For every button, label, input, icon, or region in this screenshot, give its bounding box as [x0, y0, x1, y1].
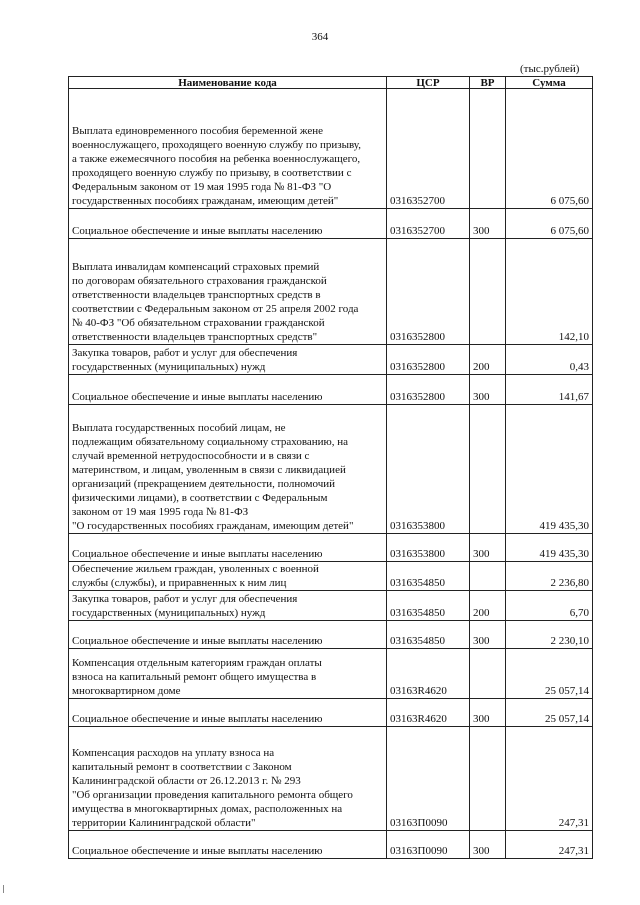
header-name: Наименование кода [69, 77, 387, 89]
table-row [69, 649, 593, 699]
row-vr [470, 649, 506, 699]
row-name: Социальное обеспечение и иные выплаты населению [69, 534, 387, 562]
table-row [69, 699, 593, 727]
scan-edge-mark [3, 885, 4, 893]
row-name: Выплата инвалидам компенсаций страховых премий по договорам обязательного страхования гражданской ответственности владельцев транспортных средств в соответствии с Федеральным законом от 25 апреля 2002 года № 40-ФЗ "Об обязательном страховании гражданской ответственности владельцев транспортных средств" [69, 239, 387, 345]
table-row [69, 591, 593, 621]
row-csr: 0316353800 [387, 405, 470, 534]
table-row [69, 534, 593, 562]
row-vr: 200 [470, 345, 506, 375]
row-csr: 0316352800 [387, 345, 470, 375]
header-sum: Сумма [506, 77, 593, 89]
row-name: Компенсация отдельным категориям граждан оплаты взноса на капитальный ремонт общего имущества в многоквартирном доме [69, 649, 387, 699]
table-row [69, 375, 593, 405]
row-sum: 25 057,14 [506, 699, 593, 727]
table-header-row [69, 77, 593, 89]
table-row [69, 621, 593, 649]
row-name: Выплата единовременного пособия беременной жене военнослужащего, проходящего военную службу по призыву, а также ежемесячного пособия на ребенка военнослужащего, проходящего военную службу по призыву, в соответствии с Федеральным законом от 19 мая 1995 года № 81-ФЗ "О государственных пособиях гражданам, имеющим детей" [69, 89, 387, 209]
row-name: Закупка товаров, работ и услуг для обеспечения государственных (муниципальных) нужд [69, 345, 387, 375]
row-vr [470, 89, 506, 209]
row-sum: 247,31 [506, 727, 593, 831]
row-sum: 6 075,60 [506, 89, 593, 209]
row-csr: 0316352800 [387, 239, 470, 345]
row-csr: 03163R4620 [387, 699, 470, 727]
row-sum: 141,67 [506, 375, 593, 405]
row-csr: 0316354850 [387, 621, 470, 649]
page-number: 364 [311, 31, 329, 43]
row-csr: 03163R4620 [387, 649, 470, 699]
row-name: Компенсация расходов на уплату взноса на капитальный ремонт в соответствии с Законом Калининградской области от 26.12.2013 г. № 293 "Об организации проведения капитального ремонта общего имущества в многоквартирных домах, расположенных на территории Калининградской области" [69, 727, 387, 831]
table-row [69, 209, 593, 239]
row-csr: 0316353800 [387, 534, 470, 562]
row-vr: 300 [470, 209, 506, 239]
row-vr [470, 405, 506, 534]
row-name: Социальное обеспечение и иные выплаты населению [69, 621, 387, 649]
table-row [69, 831, 593, 859]
row-sum: 247,31 [506, 831, 593, 859]
table-row [69, 405, 593, 534]
row-csr: 03163П0090 [387, 831, 470, 859]
row-csr: 0316352700 [387, 89, 470, 209]
budget-table [68, 76, 593, 859]
row-name: Социальное обеспечение и иные выплаты населению [69, 699, 387, 727]
row-vr: 300 [470, 699, 506, 727]
row-csr: 0316354850 [387, 591, 470, 621]
row-sum: 419 435,30 [506, 534, 593, 562]
header-vr: ВР [470, 77, 506, 89]
table-row [69, 345, 593, 375]
row-vr [470, 727, 506, 831]
row-name: Закупка товаров, работ и услуг для обеспечения государственных (муниципальных) нужд [69, 591, 387, 621]
units-label: (тыс.рублей) [520, 63, 580, 75]
row-vr: 300 [470, 831, 506, 859]
row-name: Социальное обеспечение и иные выплаты населению [69, 831, 387, 859]
row-name: Социальное обеспечение и иные выплаты населению [69, 209, 387, 239]
table-row [69, 239, 593, 345]
row-sum: 2 236,80 [506, 562, 593, 591]
row-vr [470, 562, 506, 591]
row-csr: 03163П0090 [387, 727, 470, 831]
row-name: Социальное обеспечение и иные выплаты населению [69, 375, 387, 405]
table-row [69, 727, 593, 831]
row-sum: 2 230,10 [506, 621, 593, 649]
row-sum: 0,43 [506, 345, 593, 375]
table-row [69, 89, 593, 209]
row-name: Выплата государственных пособий лицам, не подлежащим обязательному социальному страхованию, на случай временной нетрудоспособности и в связи с материнством, и лицам, уволенным в связи с ликвидацией организаций (прекращением деятельности, полномочий физическими лицами), в соответствии с Федеральным законом от 19 мая 1995 года № 81-ФЗ "О государственных пособиях гражданам, имеющим детей" [69, 405, 387, 534]
row-csr: 0316352700 [387, 209, 470, 239]
row-name: Обеспечение жильем граждан, уволенных с военной службы (службы), и приравненных к ним лиц [69, 562, 387, 591]
row-sum: 6 075,60 [506, 209, 593, 239]
row-vr: 300 [470, 375, 506, 405]
table-row [69, 562, 593, 591]
row-vr [470, 239, 506, 345]
row-sum: 25 057,14 [506, 649, 593, 699]
row-csr: 0316352800 [387, 375, 470, 405]
row-csr: 0316354850 [387, 562, 470, 591]
row-sum: 419 435,30 [506, 405, 593, 534]
row-vr: 200 [470, 591, 506, 621]
row-vr: 300 [470, 534, 506, 562]
row-sum: 142,10 [506, 239, 593, 345]
row-sum: 6,70 [506, 591, 593, 621]
header-csr: ЦСР [387, 77, 470, 89]
row-vr: 300 [470, 621, 506, 649]
